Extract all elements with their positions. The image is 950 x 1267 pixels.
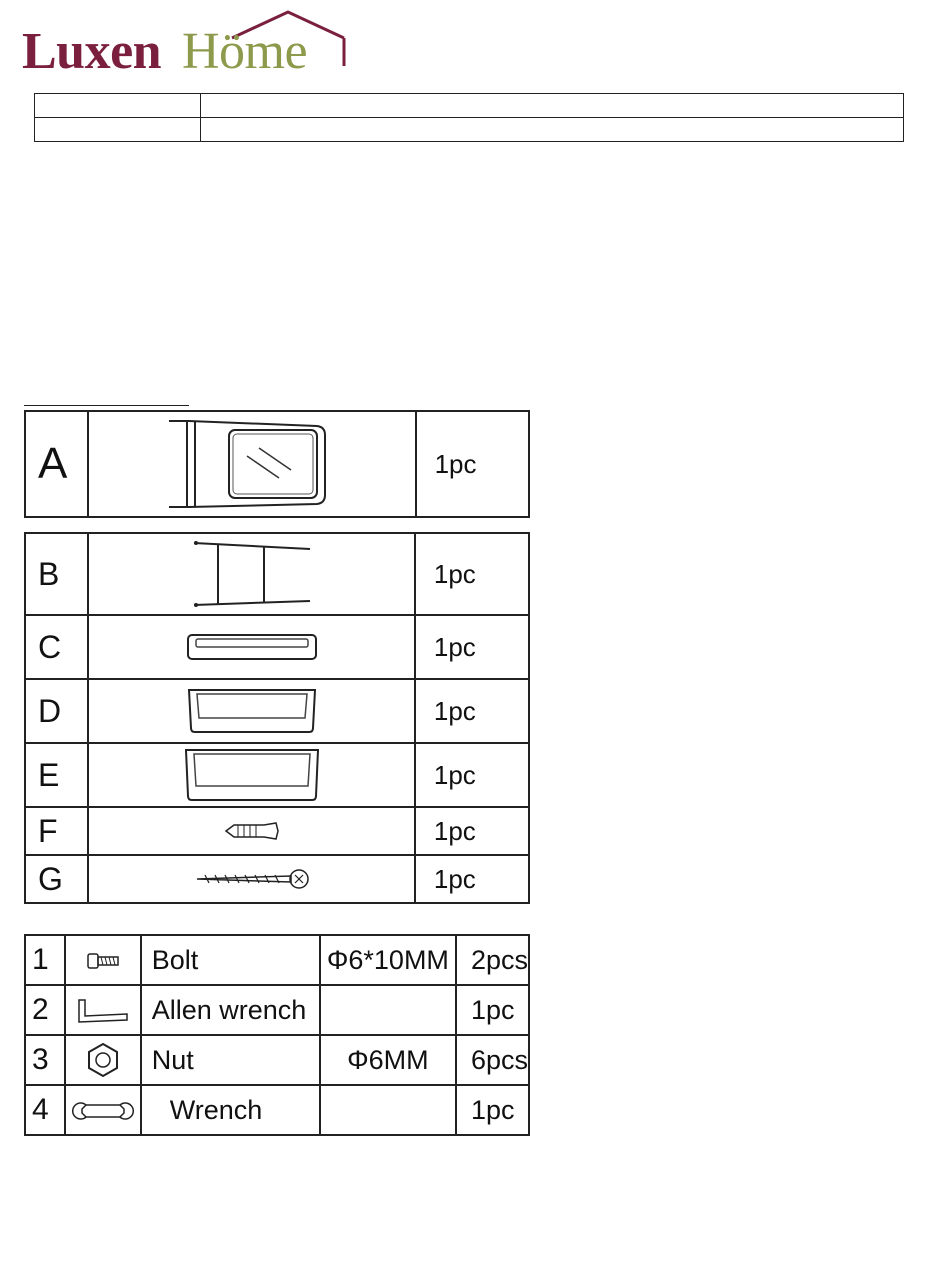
small-tray-icon	[186, 631, 318, 663]
hardware-row	[25, 985, 529, 1035]
hardware-illustration	[65, 1035, 141, 1085]
hardware-name: Nut	[141, 1035, 320, 1085]
info-cell	[201, 118, 904, 142]
bolt-icon	[86, 950, 120, 972]
hardware-row	[25, 1035, 529, 1085]
allen-wrench-icon	[75, 996, 131, 1026]
hardware-illustration	[65, 935, 141, 985]
brand-name-home: Höme	[182, 23, 308, 80]
part-letter: C	[25, 615, 88, 679]
info-cell	[201, 94, 904, 118]
nut-icon	[85, 1042, 121, 1078]
hardware-row	[25, 1085, 529, 1135]
ladder-frame-icon	[192, 539, 312, 609]
hardware-quantity: 2pcs	[456, 935, 529, 985]
info-row	[35, 94, 904, 118]
part-quantity: 1pc	[415, 743, 529, 807]
brand-logo	[22, 8, 352, 78]
hardware-spec: Φ6MM	[320, 1035, 456, 1085]
hardware-row	[25, 935, 529, 985]
part-row-e	[25, 743, 529, 807]
info-row	[35, 118, 904, 142]
part-letter: E	[25, 743, 88, 807]
info-cell	[35, 118, 201, 142]
hardware-quantity: 6pcs	[456, 1035, 529, 1085]
frame-with-glass-icon	[167, 418, 337, 510]
part-letter: A	[25, 411, 88, 517]
frame-part-table	[24, 410, 530, 518]
hardware-spec	[320, 1085, 456, 1135]
hardware-quantity: 1pc	[456, 985, 529, 1035]
part-quantity: 1pc	[415, 855, 529, 903]
part-letter: B	[25, 533, 88, 615]
part-letter: D	[25, 679, 88, 743]
part-quantity: 1pc	[416, 411, 529, 517]
large-tray-icon	[180, 746, 324, 804]
part-illustration	[88, 743, 415, 807]
hardware-name: Wrench	[141, 1085, 320, 1135]
hardware-spec	[320, 985, 456, 1035]
part-illustration	[88, 411, 415, 517]
part-row-d	[25, 679, 529, 743]
part-illustration	[88, 533, 415, 615]
hardware-illustration	[65, 1085, 141, 1135]
section-heading-rule	[24, 405, 189, 406]
part-illustration	[88, 615, 415, 679]
part-illustration	[88, 855, 415, 903]
hardware-quantity: 1pc	[456, 1085, 529, 1135]
hardware-table	[24, 934, 530, 1136]
wall-anchor-icon	[224, 821, 280, 841]
part-quantity: 1pc	[415, 615, 529, 679]
parts-table	[24, 532, 530, 904]
hardware-illustration	[65, 985, 141, 1035]
info-table	[34, 93, 904, 142]
hardware-number: 1	[25, 935, 65, 985]
part-quantity: 1pc	[415, 533, 529, 615]
hardware-number: 4	[25, 1085, 65, 1135]
part-letter: G	[25, 855, 88, 903]
part-quantity: 1pc	[415, 807, 529, 855]
wrench-icon	[72, 1099, 134, 1123]
wood-screw-icon	[195, 867, 309, 891]
part-row-b	[25, 533, 529, 615]
medium-tray-icon	[185, 686, 319, 736]
hardware-spec: Φ6*10MM	[320, 935, 456, 985]
hardware-name: Bolt	[141, 935, 320, 985]
brand-name-luxen: Luxen	[22, 23, 162, 80]
part-row-g	[25, 855, 529, 903]
info-cell	[35, 94, 201, 118]
hardware-number: 3	[25, 1035, 65, 1085]
hardware-number: 2	[25, 985, 65, 1035]
part-illustration	[88, 807, 415, 855]
part-row-f	[25, 807, 529, 855]
part-row-c	[25, 615, 529, 679]
hardware-name: Allen wrench	[141, 985, 320, 1035]
part-quantity: 1pc	[415, 679, 529, 743]
part-letter: F	[25, 807, 88, 855]
part-illustration	[88, 679, 415, 743]
part-row-a	[25, 411, 529, 517]
